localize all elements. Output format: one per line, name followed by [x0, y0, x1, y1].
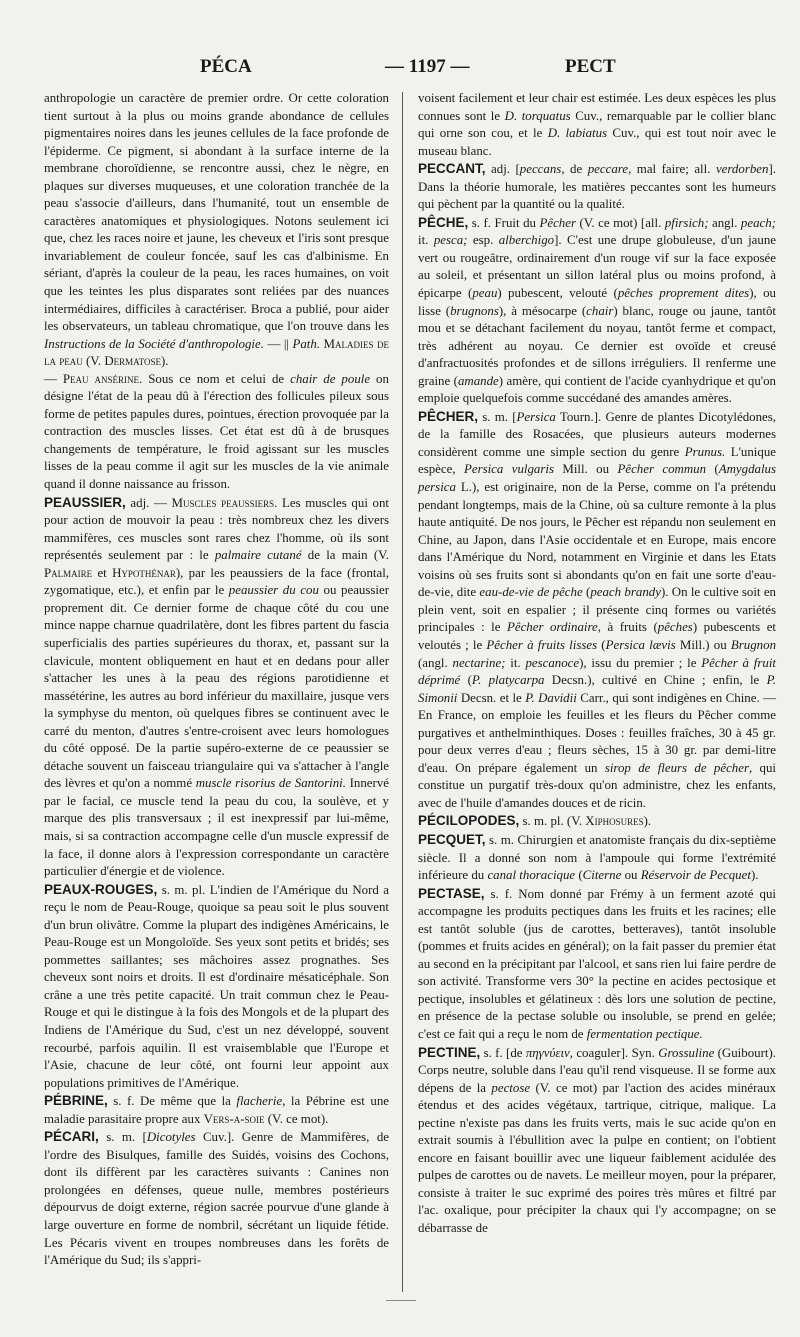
text: it.	[418, 233, 434, 248]
text: ) blanc, rouge ou jaune, tantôt mou et se détachant facilement du noyau, tantôt ferme et compact, très adhérent au noyau. Ce dernier est ovoïde et creusé d'anfractuosités profondes et de sillons irréguliers. Il renferme une graine (	[418, 303, 777, 388]
text: Tourn.]. Genre de plantes Dicotylédones, de la famille des Rosacées, que plusieurs auteurs modernes considèrent comme une simple section du genre	[418, 409, 777, 459]
text-italic: alberchigo	[498, 233, 555, 248]
text: Decsn. et le	[457, 690, 526, 705]
text: ou	[621, 868, 641, 883]
text: ]. C'est une drupe globuleuse, d'un jaune vert ou rougeâtre, ordinairement d'un rouge vif sur la face exposée au soleil, et présentant un sillon latéral plus ou moins profond, à épicarpe (	[418, 233, 777, 301]
text: de la main (V.	[301, 548, 389, 563]
text-italic: amande	[457, 373, 499, 388]
text: adj. —	[125, 495, 172, 510]
text-italic: peccare	[587, 162, 629, 177]
text: (V. ce mot) [all.	[575, 215, 665, 230]
text: (	[460, 673, 472, 688]
text-italic: Brugnon	[730, 637, 777, 652]
text: Cuv., qui est tout noir avec le museau blanc.	[418, 126, 776, 158]
text-italic: Pêcher ordinaire	[506, 620, 598, 635]
text: —	[44, 371, 63, 386]
text: ]. Dans la théorie humorale, les matières peccantes sont les humeurs qui pèchent par la quantité ou la qualité.	[418, 162, 776, 212]
text-italic: canal thoracique	[487, 868, 576, 883]
text-italic: D. torquatus	[504, 108, 571, 123]
headword: PÉBRINE,	[44, 1093, 108, 1109]
text-italic: fermentation pectique.	[586, 1026, 703, 1041]
text-italic: P. Simonii	[418, 673, 776, 705]
text: Sous ce nom et celui de	[142, 371, 291, 386]
text: (	[597, 637, 606, 652]
entry-peau-continuation	[44, 90, 389, 371]
text: s. m. pl. (V.	[519, 814, 586, 829]
text: adj. [	[485, 162, 520, 177]
text: Innervé par le facial, ce muscle tend la peau du cou, la soulève, et y marque des plis transversaux ; il est inexpressif par lui-même, mais, si sa contraction accompagne celle d'un muscle expressif de la face, il donne alors à l'expression correspondante un caractère particulier d'énergie et de violence.	[44, 776, 389, 879]
text: (V. ce mot).	[264, 1111, 329, 1126]
text: Carr., qui sont indigènes en Chine. — En France, on emploie les feuilles et les fleurs du Pêcher comme purgatives et anthelminthiques. Doses : feuilles fraîches, 30 à 45 gr. pour deux verres d'eau ; fleurs sèches, 15 à 30 gr. par demi-litre d'eau. On prépare également un	[418, 690, 777, 775]
text: s. f. De même que la	[107, 1094, 237, 1109]
cross-reference: Vers-a-soie	[203, 1111, 265, 1126]
text-italic: peccans	[519, 162, 562, 177]
text: et	[92, 565, 113, 580]
text: esp.	[467, 233, 499, 248]
text-italic: P. platycarpa	[471, 673, 545, 688]
entry-peccant	[418, 160, 776, 214]
text-italic: chair	[586, 303, 614, 318]
headword: PECQUET,	[418, 831, 486, 847]
text-italic: pesca;	[433, 233, 468, 248]
entry-peaux-rouges	[44, 881, 389, 1093]
text: (V.	[82, 354, 105, 369]
footer-rule	[386, 1300, 416, 1301]
text-italic: muscle risorius de Santorini.	[195, 776, 346, 791]
running-head	[40, 56, 770, 82]
entry-pecilopodes	[418, 812, 776, 831]
text-italic: Instructions de la Société d'anthropologie.	[44, 336, 264, 351]
text-italic: verdorben	[715, 162, 769, 177]
text: (	[706, 462, 719, 477]
text: ).	[750, 868, 759, 883]
text: Cuv., remarquable par le collier blanc qui orne son cou, et le	[418, 108, 777, 141]
text: angl.	[708, 215, 741, 230]
headword: PECTASE,	[418, 885, 485, 901]
text: Decsn.), cultivé en Chine ; enfin, le	[544, 673, 767, 688]
text: Mill. ou	[553, 462, 618, 477]
text-italic: Pêcher	[539, 215, 576, 230]
text-italic: P. Davidii	[525, 690, 577, 705]
text: , coaguler]. Syn.	[569, 1045, 659, 1060]
text-italic: peaussier du cou	[228, 583, 319, 598]
subentry-label: Muscles peaussiers.	[171, 495, 278, 510]
headword: PEAUX-ROUGES,	[44, 881, 158, 897]
text-italic: pectose	[491, 1080, 531, 1095]
text: Les muscles qui ont pour action de mouvoir la peau : très nombreux chez les divers mammifères, ces muscles sont rares chez l'homme, où ils sont représentés seulement par : le	[44, 495, 389, 563]
column-divider	[402, 92, 403, 1292]
text-italic: peach;	[740, 215, 776, 230]
text: it.	[505, 655, 526, 670]
cross-reference: Maladies de la peau	[44, 336, 389, 369]
entry-pecari-continuation	[418, 90, 776, 160]
text: ).	[643, 814, 652, 829]
text-italic: pfirsich;	[664, 215, 709, 230]
text: s. f. Nom donné par Frémy à un ferment azoté qui accompagne les produits pectiques dans les fruits et les racines; elle est tantôt soluble (jus de carottes, betteraves), tantôt insoluble (pommes et fruits acides en général); on la fait passer du premier état au second en la précipitant par l'alcool, et sans rien lui faire perdre de son activité. Transforme vers 30° la pectine en acides pectosique et pectique, insolubles et gélatineux : dès lors une solution de pectine, en présence de la pectase soluble ou insoluble, se prend en gelée; c'est ce fait qui a reçu le nom de	[418, 886, 776, 1041]
text-italic: peau	[472, 286, 498, 301]
text: ), par les peaussiers de la face (frontal, zygomatique, etc.), et enfin par le	[44, 565, 389, 598]
text-italic: Réservoir de Pecquet	[640, 868, 751, 883]
text-italic: πηγνύειν	[525, 1045, 570, 1060]
text: Cuv.]. Genre de Mammifères, de l'ordre des Bisulques, famille des Suidés, voisins des Cochons, dont ils diffèrent par les caractères suivants : Canines non prolongées en défenses, queue nulle, membres postérieurs dépourvus de doigt externe, région sacrée pourvue d'une glande à large ouverture en forme de nombril, sécrétant un liquide fétide. Les Pécaris vivent en troupes nombreuses dans les forêts de l'Amérique du Sud; ils s'appri-	[44, 1130, 389, 1268]
text-italic: pêches proprement dites	[617, 286, 750, 301]
text: ), issu du premier ; le	[579, 655, 702, 670]
text: on désigne l'état de la peau dû à l'érection des follicules pileux sous forme de petites papules dures, pointues, érection provoquée par la contraction des muscles lisses. Cet état est dû à de brusques changements de température, le froid agissant sur les muscles lisses de la peau comme il agit sur les muscles de la vie animale quand il donne naissance au frisson.	[44, 371, 389, 492]
text: (	[582, 585, 591, 600]
text: voisent facilement et leur chair est estimée. Les deux espèces les plus connues sont le	[418, 91, 776, 123]
entry-pecher	[418, 408, 776, 813]
text-italic: Amygdalus persica	[418, 462, 777, 495]
entry-pecquet	[418, 831, 776, 885]
text: , la Pébrine est une maladie parasitaire propre aux	[44, 1094, 389, 1126]
entry-peche	[418, 214, 776, 408]
text-italic: flacherie	[236, 1094, 283, 1109]
text-italic: eau-de-vie de pêche	[479, 585, 583, 600]
text: ). On le cultive soit en plein vent, soit en espalier ; il présente cinq formes ou variétés principales : le	[418, 585, 776, 635]
text: ) pubescents et veloutés ; le	[418, 620, 777, 652]
headword: PÉCARI,	[44, 1129, 99, 1145]
page-number: — 1197 —	[385, 56, 470, 77]
entry-peaussier	[44, 494, 389, 881]
running-head-right: PECT	[565, 56, 616, 77]
entry-pectase	[418, 885, 776, 1044]
text: s. m. Chirurgien et anatomiste français du dix-septième siècle. Il a donné son nom à l'ampoule qui forme l'extrémité inférieure du	[418, 832, 776, 883]
text: (	[575, 868, 583, 883]
headword: PECTINE,	[418, 1044, 481, 1060]
text-italic: chair de poule	[290, 371, 371, 386]
text-italic: Path.	[292, 336, 321, 351]
text: s. f. [de	[480, 1045, 526, 1060]
text: L'unique espèce,	[418, 444, 776, 477]
headword: PECCANT,	[418, 161, 486, 177]
text-italic: Pêcher à fruits lisses	[486, 637, 598, 652]
text-italic: Grossuline	[658, 1045, 715, 1060]
text: L.), est originaire, non de la Perse, comme on l'a prétendu pendant longtemps, mais de la Chine, où sa culture remonte à la plus haute antiquité. De nos jours, le Pêcher est répandu non seulement en Chine, au Japon, dans l'Asie occidentale et en Europe, mais encore dans l'Amérique du Nord, notamment en Virginie et dans les Etats voisins où ses fruits sont si abondants qu'on en fait une sorte d'eau-de-vie, dite	[418, 480, 776, 600]
text-italic: Pêcher à fruit déprimé	[418, 655, 776, 688]
text-italic: Persica vulgaris	[463, 462, 554, 477]
text: Mill.) ou	[675, 637, 731, 652]
right-column	[418, 90, 776, 1238]
text: s. m. [	[478, 409, 517, 424]
text: s. m. pl. L'indien de l'Amérique du Nord a reçu le nom de Peau-Rouge, quoique sa peau soit le plus souvent d'un brun olivâtre. Comme la plupart des indigènes Américains, le Peau-Rouge est un Mongoloïde. Ses yeux sont petits et bridés; ses pommettes saillantes; ses mâchoires assez prognathes. Ses cheveux sont noirs et droits. Il est d'ordinaire mésaticéphale. Son crâne a une très petite capacité. Un trait commun chez le Peau-Rouge et qui le distingue à la fois des Mongols et de la plupart des Indiens de l'Amérique du Sud, c'est un nez développé, souvent recourbé, parfois aquilin. Il est vraisemblable que l'Europe et l'Asie, chacune de leur côté, ont fourni leur appoint aux populations primitives de l'Amérique.	[44, 882, 389, 1090]
cross-reference: Dermatose	[104, 354, 161, 369]
headword: PEAUSSIER,	[44, 494, 126, 510]
text: (Guibourt). Corps neutre, soluble dans l'eau qu'il rend visqueuse. Il se forme aux dépens de la	[418, 1045, 776, 1095]
text-italic: Persica lævis	[605, 637, 676, 652]
text: (V. ce mot) par l'action des acides minéraux étendus et des acides végétaux, tartrique, citrique, malique. La pectine n'existe pas dans les fruits verts, mais le suc acide qu'on en extrait soumis à l'ébullition avec la pulpe en contient; on l'obtient encore en faisant bouillir avec une liqueur faiblement acidulée des pulpes de carottes ou de navets. Le meilleur moyen, pour la préparer, consiste à traiter le suc exprimé des poires très mûres et filtré par l'ac. oxalique, pour précipiter la chaux qui l'y accompagne; on se débarrasse de	[418, 1080, 776, 1235]
text: ).	[161, 354, 169, 369]
text: — ||	[263, 336, 293, 351]
text: ) pubescent, velouté (	[497, 286, 618, 301]
text-italic: Dicotyles	[146, 1130, 196, 1145]
left-column	[44, 90, 389, 1270]
text: ), ou lisse (	[418, 286, 776, 318]
entry-pebrine	[44, 1092, 389, 1128]
running-head-left: PÉCA	[200, 56, 252, 77]
text-italic: Pêcher commun	[617, 462, 707, 477]
text-italic: Citerne	[582, 868, 622, 883]
text-italic: pêches	[657, 620, 693, 635]
entry-pecari	[44, 1128, 389, 1269]
text-italic: Persica	[516, 409, 556, 424]
text-italic: nectarine;	[452, 655, 506, 670]
text-italic: brugnons	[450, 303, 499, 318]
headword: PÊCHE,	[418, 214, 469, 230]
text: , mal faire; all.	[628, 162, 716, 177]
text-italic: sirop de fleurs de pêcher	[604, 760, 749, 775]
cross-reference: Palmaire	[44, 565, 93, 580]
text-italic: Prunus.	[684, 444, 726, 459]
text-italic: peach brandy	[590, 585, 661, 600]
subentry-label: Peau ansérine.	[62, 371, 143, 386]
entry-pectine	[418, 1044, 776, 1238]
text: ), à mésocarpe (	[498, 303, 587, 318]
text: s. m. [	[98, 1130, 147, 1145]
text: , de	[561, 162, 588, 177]
text-italic: palmaire cutané	[214, 548, 302, 563]
text: ou peaussier proprement dit. Ce dernier forme de chaque côté du cou une mince nappe charnue quadrilatère, dont les fibres partent du fascia superficialis des parties supérieures du thorax, et, passant sur la clavicule, montent obliquement en haut et en dedans pour aller s'attacher les unes à la peau des régions parotidienne et massétérine, les autres au bord inférieur du maxillaire, jusque vers la symphyse du menton, où quelques fibres se continuent avec le carré du menton, d'autres s'entre-croisent avec leurs homologues du côté opposé. De la partie supéro-externe de ce peaussier se détache souvent un faisceau triangulaire qui va s'attacher à l'angle des lèvres et qu'on a nommé	[44, 583, 389, 791]
text: ) amère, qui contient de l'acide cyanhydrique et qu'on emploie quelquefois comme succédané des amandes amères.	[418, 373, 776, 406]
text-italic: pescanoce	[525, 655, 580, 670]
text: anthropologie un caractère de premier ordre. Or cette coloration tient surtout à la plus ou moins grande abondance de cellules pigmentaires noires dans les jeunes cellules de la face profonde de l'épiderme. Ce pigment, si abondant à la surface interne de la membrane choroïdienne, se rencontre aussi, chez le nègre, en plaques sur diverses muqueuses, et une coloration tranchée de la peau s'associe d'ailleurs, dans l'humanité, tout un ensemble de caractères anatomiques et physiologiques. Notons seulement ici que, chez les races noire et jaune, les cheveux et l'iris sont presque invariablement de couleur foncée, sauf les cas d'albinisme. En sériant, d'après la couleur de la peau, les races humaines, on voit que les teintes les plus disparates sont reliées par des nuances intermédiaires, difficiles à caractériser. Broca a publié, pour aider les observateurs, un tableau chromatique, que l'on trouve dans les	[44, 91, 389, 334]
text: , à fruits (	[597, 620, 658, 635]
text-italic: D. labiatus	[547, 126, 608, 141]
text: (angl.	[418, 655, 453, 670]
headword: PÊCHER,	[418, 408, 479, 424]
entry-peau-anserine	[44, 371, 389, 494]
text: , qui constitue un purgatif très-doux qu'on administre, chez les enfants, avec de l'huile d'amandes douces et de ricin.	[418, 760, 777, 810]
cross-reference: Hypothénar	[112, 565, 176, 580]
headword: PÉCILOPODES,	[418, 813, 520, 829]
cross-reference: Xiphosures	[585, 814, 644, 829]
text: s. f. Fruit du	[468, 215, 540, 230]
